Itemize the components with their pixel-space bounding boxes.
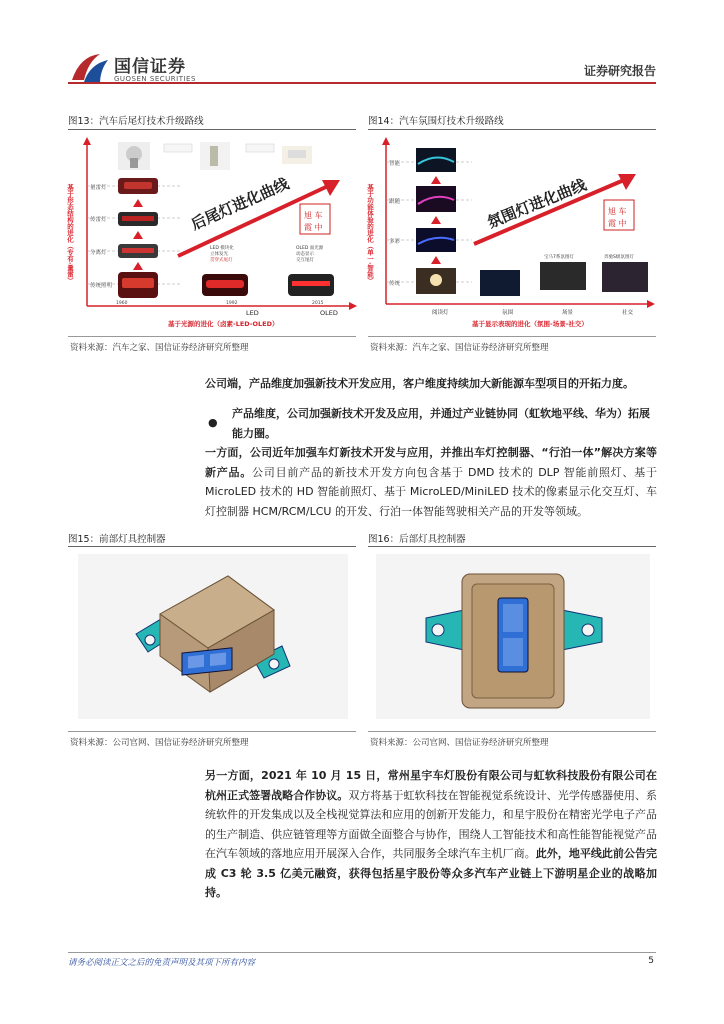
paragraph-new-tech (205, 443, 657, 521)
report-type: 证券研究报告 (583, 64, 656, 78)
svg-text:旭 车: 旭 车 (304, 211, 323, 220)
bullet-dot: ● (208, 416, 218, 429)
rear-controller-image (376, 554, 650, 719)
fig16-bottom-rule (368, 731, 656, 732)
fig14-xtick-3: 社交 (622, 310, 634, 316)
svg-text:LED 模块化: LED 模块化 (210, 246, 234, 251)
fig16-top-rule (368, 546, 656, 547)
fig14-bottom-rule (368, 336, 656, 337)
header-divider (68, 82, 656, 84)
fig13-diagram (60, 134, 360, 330)
svg-text:霞 中: 霞 中 (304, 223, 323, 232)
fig14-level-3: 传统 (389, 281, 401, 287)
fig14-y-axis: 基于功能体验的进化（单一·智能） (366, 184, 374, 284)
fig14-curve-label: 氛围灯进化曲线 (484, 175, 589, 232)
svg-text:交互尾灯: 交互尾灯 (296, 258, 314, 263)
fig14-xtick-2: 场景 (562, 310, 574, 316)
page-number: 5 (648, 956, 654, 966)
bullet-product (232, 404, 657, 443)
fig13-xtick-0: LED (246, 309, 259, 317)
fig13-bottom-rule (68, 336, 356, 337)
fig13-x-axis: 基于光源的进化（卤素-LED-OLED） (168, 320, 279, 328)
fig13-year-2: 2015 (312, 301, 324, 306)
paragraph-company-side (205, 374, 657, 394)
fig13-top-rule (68, 129, 356, 130)
paragraph-arcsoft-normal: 双方将基于虹软科技在智能视觉系统设计、光学传感器使用、系统软件的开发集成以及全栈视觉算法和应用的创新开发能力，和星宇股份在精密光学电子产品的生产制造、供应链管理等方面做全面整合与协作，围绕人工智能技术和高性能智能视觉产品在汽车领域的落地应用开展深入合作，共同服务全球汽车主机厂商。 (205, 788, 658, 860)
fig14-xtick-1: 氛围 (502, 310, 514, 316)
fig14-top-rule (368, 129, 656, 130)
svg-text:OLED 面光源: OLED 面光源 (296, 246, 324, 251)
paragraph-arcsoft-bold1: 另一方面，2021 年 10 月 15 日，常州星宇车灯股份有限公司与虹软科技股份有限公司在杭州正式签署战略合作协议。 (205, 769, 657, 802)
company-name-cn: 国信证券 (114, 57, 186, 77)
fig15-source: 资料来源：公司官网、国信证券经济研究所整理 (70, 738, 249, 748)
footer-disclaimer: 请务必阅读正文之后的免责声明及其项下所有内容 (68, 958, 256, 968)
paragraph-company-side-text: 公司端，产品维度加强新技术开发应用，客户维度持续加大新能源车型项目的开拓力度。 (205, 377, 634, 390)
fig13-title: 图13：汽车后尾灯技术升级路线 (68, 116, 204, 127)
footer-divider (68, 952, 656, 953)
fig13-level-0: 量雷灯 (90, 185, 107, 191)
paragraph-new-tech-rest: 公司目前产品的新技术开发方向包含基于 DMD 技术的 DLP 智能前照灯、基于 MicroLED 技术的 HD 智能前照灯、基于 MicroLED/MiniLED 技术的像素显示化交互灯、车灯控制器 HCM/RCM/LCU 的开发、行泊一体智能驾驶相关产品的开发等领域。 (205, 465, 657, 518)
company-name-en: GUOSEN SECURITIES (114, 75, 196, 83)
paragraph-new-tech-bold: 一方面，公司近年加强车灯新技术开发与应用，并推出车灯控制器、“行泊一体”解决方案等新产品。 (205, 446, 657, 479)
fig13-level-3: 传统照明 (90, 283, 113, 289)
bullet-product-text: 产品维度，公司加强新技术开发及应用，并通过产业链协同（虹软地平线、华为）拓展能力圈。 (232, 407, 650, 440)
fig13-level-1: 传雷灯 (90, 217, 107, 223)
svg-text:贯穿式尾灯: 贯穿式尾灯 (210, 258, 233, 263)
fig13-year-0: 1960 (116, 301, 128, 306)
front-controller-image (78, 554, 348, 719)
svg-text:奔驰S级氛围灯: 奔驰S级氛围灯 (604, 255, 634, 260)
svg-text:宝马7系氛围灯: 宝马7系氛围灯 (544, 255, 574, 260)
paragraph-arcsoft (205, 766, 657, 903)
fig13-curve-label: 后尾灯进化曲线 (188, 174, 292, 234)
fig14-source: 资料来源：汽车之家、国信证券经济研究所整理 (370, 343, 549, 353)
fig13-xtick-1: OLED (320, 309, 338, 317)
fig16-source: 资料来源：公司官网、国信证券经济研究所整理 (370, 738, 549, 748)
fig14-xtick-0: 阅读灯 (432, 310, 449, 316)
fig15-top-rule (68, 546, 356, 547)
fig15-bottom-rule (68, 731, 356, 732)
company-logo (70, 50, 200, 90)
fig13-year-1: 1992 (226, 301, 238, 306)
svg-text:立体发光: 立体发光 (210, 252, 228, 257)
paragraph-arcsoft-bold2: 此外，地平线此前公告完成 C3 轮 3.5 亿美元融资，获得包括星宇股份等众多汽车产业链上下游明星企业的战略加持。 (205, 847, 657, 899)
fig14-x-axis: 基于显示表现的进化（氛围-场景-社交） (472, 320, 588, 328)
fig13-y-axis: 基于形态结构的进化（专有·量雷） (66, 184, 74, 284)
fig14-level-1: 跟随 (389, 199, 401, 205)
svg-text:动态显示: 动态显示 (296, 252, 314, 257)
fig13-source: 资料来源：汽车之家、国信证券经济研究所整理 (70, 343, 249, 353)
fig14-title: 图14：汽车氛围灯技术升级路线 (368, 116, 504, 127)
svg-text:旭 车: 旭 车 (608, 207, 627, 216)
svg-text:霞 中: 霞 中 (608, 219, 627, 228)
fig16-title: 图16：后部灯具控制器 (368, 534, 466, 545)
fig14-level-0: 智能 (389, 161, 401, 167)
fig14-level-2: 多彩 (389, 239, 401, 245)
fig15-title: 图15：前部灯具控制器 (68, 534, 166, 545)
fig13-level-2: 分离灯 (90, 250, 107, 256)
fig14-diagram (362, 134, 658, 330)
